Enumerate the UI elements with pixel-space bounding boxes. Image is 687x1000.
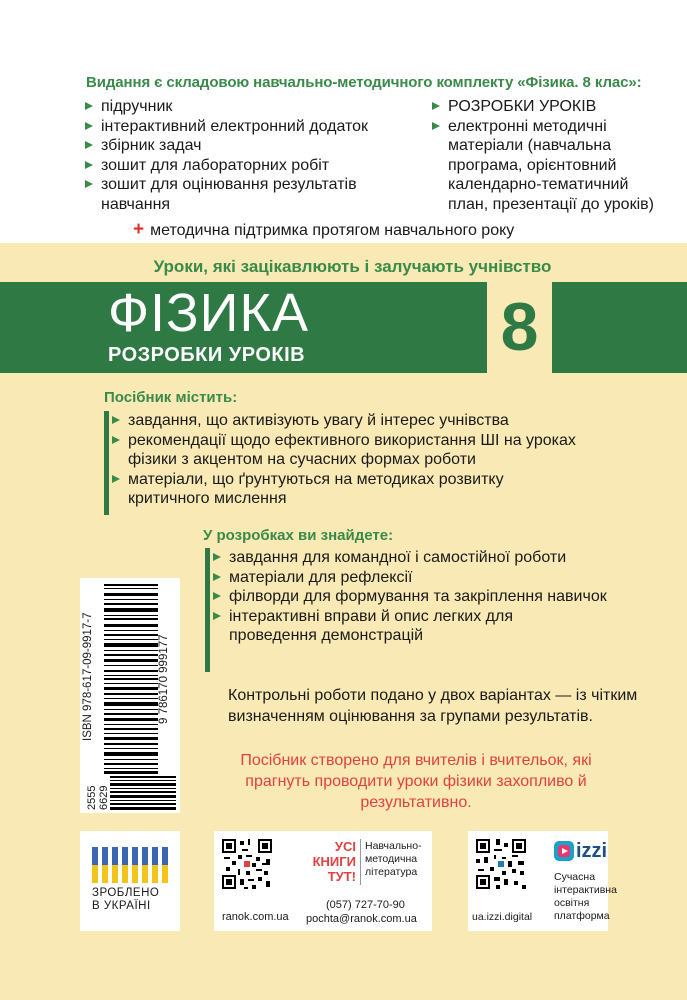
qr-logo-icon — [496, 859, 506, 869]
support-line — [133, 219, 514, 241]
find-list — [213, 548, 663, 646]
made-in-line2: В УКРАЇНІ — [92, 900, 151, 912]
barcode-small-icon — [110, 776, 176, 810]
list-item: РОЗРОБКИ УРОКІВ — [432, 97, 677, 117]
list-item: рекомендації щодо ефективного використання ШІ на уроках фізики з акцентом на сучасних формах роботи — [112, 431, 608, 470]
ranok-url-link[interactable]: ranok.com.ua — [222, 911, 289, 923]
contains-heading: Посібник містить: — [104, 389, 238, 406]
list-item: інтерактивні вправи й опис легких для проведення демонстрацій — [213, 607, 559, 646]
divider — [360, 839, 361, 885]
divider — [205, 548, 210, 672]
promo-line: ТУТ! — [327, 869, 356, 884]
isbn-barcode — [80, 578, 180, 813]
list-item: збірник задач — [85, 136, 425, 156]
izzi-logo-icon — [554, 841, 574, 861]
list-item: завдання, що активізують увагу й інтерес учнівства — [112, 411, 602, 431]
barcode-icon — [104, 584, 158, 774]
izzi-url-link[interactable]: ua.izzi.digital — [472, 911, 533, 923]
list-item: електронні методичні матеріали (навчальна програма, орієнтовний календарно-тематичний план, презентації до уроків) — [432, 117, 673, 215]
promo-text — [294, 839, 356, 884]
grade-number: 8 — [487, 282, 552, 373]
ranok-card — [214, 831, 432, 931]
barcode-code: 2555 6629 — [86, 785, 110, 810]
promo-line: УСІ — [334, 839, 356, 854]
izzi-brand: izzi — [576, 840, 608, 862]
list-item: зошит для оцінювання результатів навчання — [85, 175, 401, 214]
list-item: завдання для командної і самостійної роботи — [213, 548, 663, 568]
kit-list-right — [432, 97, 677, 215]
list-item: матеріали, що ґрунтуються на методиках розвитку критичного мислення — [112, 470, 548, 509]
title-band — [0, 282, 687, 373]
izzi-card — [468, 831, 617, 931]
list-item: матеріали для рефлексії — [213, 568, 663, 588]
izzi-desc: Сучасна інтерактивна освітня платформа — [554, 871, 617, 922]
support-text: методична підтримка протягом навчального року — [150, 222, 515, 239]
control-text: Контрольні роботи подано у двох варіантах — із чітким визначенням оцінювання за групами результатів. — [228, 687, 638, 725]
audience-text: Посібник створено для вчителів і вчительок, які прагнуть проводити уроки фізики захопливо й результативно. — [240, 752, 592, 811]
series-intro: Видання є складовою навчально-методичного комплекту «Фізика. 8 клас»: — [86, 74, 642, 91]
divider — [104, 411, 109, 515]
email-link[interactable]: pochta@ranok.com.ua — [306, 913, 417, 925]
plus-icon: + — [133, 219, 145, 240]
made-in-line1: ЗРОБЛЕНО — [92, 887, 160, 899]
tagline: Уроки, які зацікавлюють і залучають учнівство — [153, 257, 552, 276]
list-item: філворди для формування та закріплення навичок — [213, 587, 649, 607]
barcode-digits: 9 786170 999177 — [158, 634, 170, 724]
promo-line: КНИГИ — [312, 854, 356, 869]
contains-list — [112, 411, 602, 509]
list-item: підручник — [85, 97, 425, 117]
isbn-text: ISBN 978-617-09-9917-7 — [82, 612, 94, 742]
category-text: Навчально-методична література — [365, 840, 422, 878]
phone-text: (057) 727-70-90 — [326, 899, 405, 911]
qr-logo-icon — [242, 859, 252, 869]
list-item: інтерактивний електронний додаток — [85, 117, 425, 137]
find-heading: У розробках ви знайдете: — [203, 527, 394, 544]
made-in-ukraine-card — [80, 831, 180, 931]
kit-list-left — [85, 97, 425, 215]
ukraine-flag-icon — [92, 847, 168, 883]
book-title: ФІЗИКА — [108, 283, 309, 343]
book-subtitle: РОЗРОБКИ УРОКІВ — [108, 344, 306, 366]
list-item: зошит для лабораторних робіт — [85, 156, 425, 176]
